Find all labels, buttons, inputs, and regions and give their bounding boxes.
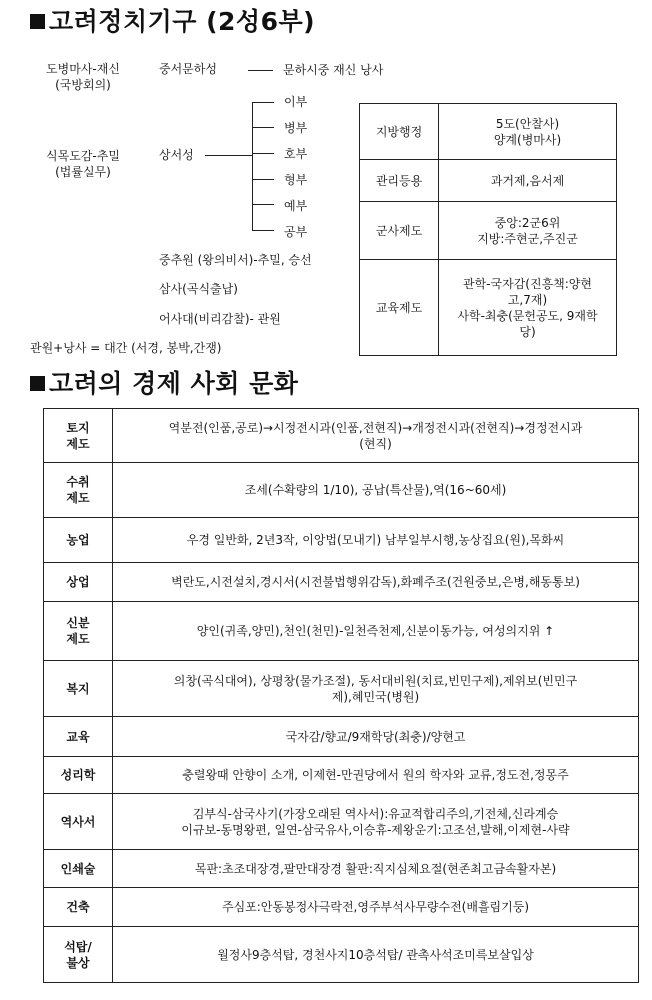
row-label: 수취 제도 [44,463,113,518]
table-row [360,104,617,160]
row-value: 주심포:안동봉정사극락전,영주부석사무량수전(배흘림기둥) [113,888,639,927]
org-eosa: 어사대(비리감찰)- 관원 [159,312,281,326]
square-bullet-icon [30,376,45,391]
row-value: 조세(수확량의 1/10), 공납(특산물),역(16~60세) [113,463,639,518]
bracket-horizontal [205,155,253,156]
row-value: 양인(귀족,양민),천인(천민)-일천즉천제,신분이동가능, 여성의지위 ↑ [113,602,639,661]
row-label: 인쇄술 [44,850,113,888]
org-jungseo: 중서문하성 [159,62,217,76]
org-dobyeong-sub: (국방회의) [55,78,111,92]
row-value: 우경 일반화, 2년3작, 이앙법(모내기) 남부일부시행,농상집요(원),목화씨 [113,518,639,563]
table-row [360,160,617,202]
section-title-culture [30,364,298,400]
table-row [44,463,639,518]
table-row [44,927,639,983]
row-value: 의창(곡식대여), 상평창(물가조절), 동서대비원(치료,빈민구제),제위보(빈민구 제),혜민국(병원) [113,661,639,717]
org-sikmok [30,148,136,180]
table-row [44,794,639,850]
org-dobyeong-label: 도병마사-재신 [46,62,120,76]
row-label: 교육제도 [360,260,439,356]
table-row [44,888,639,927]
row-label: 토지 제도 [44,409,113,463]
title-text: 고려정치기구 (2성6부) [49,7,316,36]
table-row [360,260,617,356]
section-title-politics [30,2,315,38]
bracket-tick [252,127,274,128]
bracket-tick [252,153,274,154]
row-value: 월정사9층석탑, 경천사지10층석탑/ 관촉사석조미륵보살입상 [113,927,639,983]
row-value: 벽란도,시전설치,경시서(시전불법행위감독),화폐주조(건원중보,은병,해동통보) [113,563,639,602]
connector-line [248,70,273,71]
row-label: 건축 [44,888,113,927]
culture-table [43,408,639,983]
org-sikmok-sub: (법률실무) [55,165,111,179]
ministry-gongbu: 공부 [284,225,308,239]
org-jungchu: 중추원 (왕의비서)-추밀, 승선 [159,253,312,267]
row-label: 지방행정 [360,104,439,160]
row-value: 역분전(인품,공로)→시정전시과(인품,전현직)→개정전시과(전현직)→경정전시과 (현직) [113,409,639,463]
title-text: 고려의 경제 사회 문화 [49,369,299,398]
ministry-hobu: 호부 [284,147,308,161]
row-label: 성리학 [44,757,113,794]
row-value: 관학-국자감(진흥책:양현 고,7재) 사학-최충(문헌공도, 9재학 당) [439,260,617,356]
row-label: 신분 제도 [44,602,113,661]
row-label: 군사제도 [360,202,439,260]
row-value: 충렬왕때 안향이 소개, 이제현-만권당에서 원의 학자와 교류,정도전,정몽주 [113,757,639,794]
org-samsa: 삼사(곡식출납) [159,282,238,296]
org-daegan: 관원+낭사 = 대간 (서경, 봉박,간쟁) [30,341,222,355]
bracket-tick [252,230,274,231]
table-row [44,757,639,794]
square-bullet-icon [30,14,45,29]
row-value: 김부식-삼국사기(가장오래된 역사서):유교적합리주의,기전체,신라계승 이규보-동명왕편, 일연-삼국유사,이승휴-제왕운기:고조선,발해,이제현-사략 [113,794,639,850]
org-dobyeong [30,61,136,93]
table-row [360,202,617,260]
row-label: 교육 [44,717,113,757]
table-row [44,850,639,888]
table-row [44,602,639,661]
row-value: 과거제,음서제 [439,160,617,202]
ministry-hyeongbu: 형부 [284,173,308,187]
row-label: 복지 [44,661,113,717]
row-value: 5도(안찰사) 양계(병마사) [439,104,617,160]
system-table [359,103,617,356]
org-sikmok-label: 식목도감-추밀 [46,149,120,163]
row-label: 농업 [44,518,113,563]
row-label: 석탑/ 불상 [44,927,113,983]
table-row [44,563,639,602]
bracket-tick [252,102,274,103]
bracket-tick [252,179,274,180]
ministry-byeongbu: 병부 [284,121,308,135]
row-value: 국자감/향교/9재학당(최충)/양현고 [113,717,639,757]
bracket-tick [252,204,274,205]
ministry-ibu: 이부 [284,95,308,109]
row-label: 역사서 [44,794,113,850]
ministry-yebu: 예부 [284,199,308,213]
table-row [44,518,639,563]
row-value: 중앙:2군6위 지방:주현군,주진군 [439,202,617,260]
row-value: 목판:초조대장경,팔만대장경 활판:직지심체요절(현존최고금속활자본) [113,850,639,888]
row-label: 상업 [44,563,113,602]
row-label: 관리등용 [360,160,439,202]
table-row [44,409,639,463]
org-munha: 문하시중 재신 낭사 [283,63,384,77]
org-sangseo: 상서성 [159,148,194,162]
bracket-vertical [252,102,253,230]
table-row [44,661,639,717]
table-row [44,717,639,757]
